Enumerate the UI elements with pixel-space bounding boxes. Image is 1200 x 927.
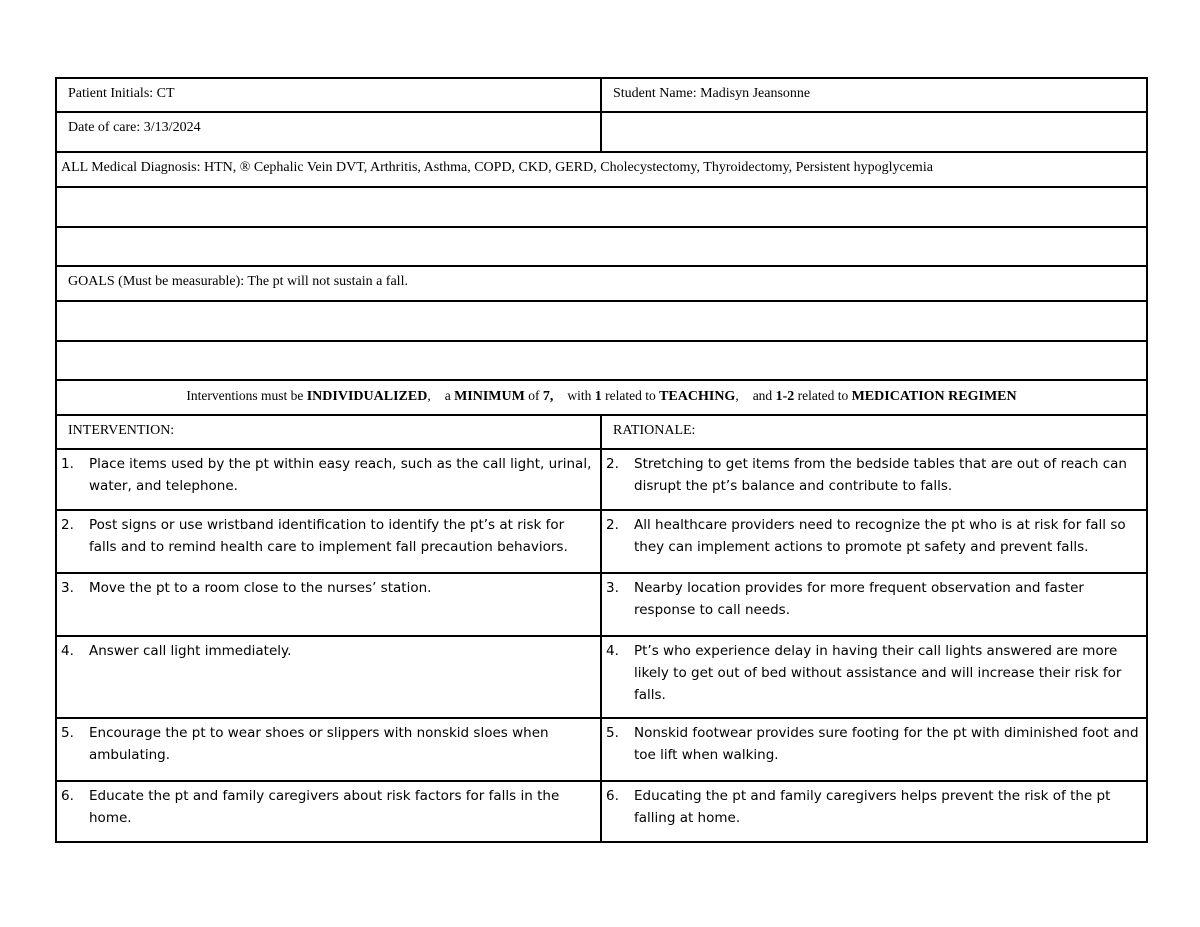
intervention-text: Place items used by the pt within easy reach, such as the call light, urinal, water, and telephone. <box>89 456 592 494</box>
instructions-bold: 7, <box>542 389 554 404</box>
instructions-bold: 1 <box>594 389 602 404</box>
goals-cell <box>56 266 1147 301</box>
instructions-text: , <box>735 388 739 403</box>
intervention-cell <box>56 718 601 781</box>
instructions-bold: 1-2 <box>775 389 795 404</box>
rationale-text: Nearby location provides for more frequent observation and faster response to call needs. <box>634 580 1084 618</box>
table-row <box>56 636 1147 718</box>
intervention-cell <box>56 636 601 718</box>
item-number: 1. <box>61 456 74 472</box>
empty-cell <box>601 112 1147 152</box>
rationale-cell <box>601 636 1147 718</box>
rationale-text: Nonskid footwear provides sure footing for the pt with diminished foot and toe lift when walking. <box>634 725 1139 763</box>
rationale-cell <box>601 510 1147 573</box>
blank-row <box>56 301 1147 341</box>
intervention-text: Post signs or use wristband identification to identify the pt’s at risk for falls and to remind health care to implement fall precaution behaviors. <box>89 517 568 555</box>
rationale-cell <box>601 718 1147 781</box>
item-number: 5. <box>606 725 619 741</box>
patient-initials: Patient Initials: CT <box>68 86 175 101</box>
intervention-cell <box>56 449 601 510</box>
instructions-bold: TEACHING <box>659 389 736 404</box>
instructions-text: a <box>444 388 455 403</box>
student-name-cell <box>601 78 1147 112</box>
item-number: 2. <box>606 456 619 472</box>
intervention-heading: INTERVENTION: <box>68 423 175 438</box>
medical-diagnosis: ALL Medical Diagnosis: HTN, ® Cephalic Vein DVT, Arthritis, Asthma, COPD, CKD, GERD, Cholecystectomy, Thyroidectomy, Persistent hypoglycemia <box>61 160 933 175</box>
item-number: 4. <box>61 643 74 659</box>
instructions-text: and <box>752 388 776 403</box>
rationale-cell <box>601 781 1147 842</box>
instructions-text: related to <box>601 388 660 403</box>
table-row <box>56 718 1147 781</box>
instructions-bold: MINIMUM <box>454 389 525 404</box>
blank-row <box>56 187 1147 227</box>
rationale-cell <box>601 573 1147 636</box>
item-number: 4. <box>606 643 619 659</box>
item-number: 6. <box>606 788 619 804</box>
table-row <box>56 781 1147 842</box>
blank-row <box>56 341 1147 380</box>
table-row <box>56 510 1147 573</box>
item-number: 3. <box>61 580 74 596</box>
care-plan-table <box>55 77 1148 843</box>
goals: GOALS (Must be measurable): The pt will not sustain a fall. <box>68 274 408 289</box>
intervention-cell <box>56 573 601 636</box>
blank-row <box>56 227 1147 266</box>
intervention-text: Move the pt to a room close to the nurses’ station. <box>89 580 432 596</box>
intervention-cell <box>56 781 601 842</box>
instructions-text: Interventions must be <box>186 388 307 403</box>
instructions-text: related to <box>794 388 852 403</box>
patient-initials-cell <box>56 78 601 112</box>
rationale-heading: RATIONALE: <box>613 423 696 438</box>
item-number: 3. <box>606 580 619 596</box>
intervention-text: Educate the pt and family caregivers about risk factors for falls in the home. <box>89 788 560 826</box>
intervention-text: Answer call light immediately. <box>89 643 292 659</box>
table-row <box>56 449 1147 510</box>
item-number: 5. <box>61 725 74 741</box>
item-number: 6. <box>61 788 74 804</box>
instructions-text: with <box>567 388 595 403</box>
date-of-care-cell <box>56 112 601 152</box>
instructions-cell <box>56 380 1147 415</box>
intervention-cell <box>56 510 601 573</box>
diagnosis-cell <box>56 152 1147 187</box>
table-row <box>56 573 1147 636</box>
rationale-header <box>601 415 1147 449</box>
rationale-text: Educating the pt and family caregivers helps prevent the risk of the pt falling at home. <box>634 788 1111 826</box>
student-name: Student Name: Madisyn Jeansonne <box>613 86 811 101</box>
instructions-bold: MEDICATION REGIMEN <box>851 389 1017 404</box>
rationale-text: All healthcare providers need to recognize the pt who is at risk for fall so they can implement actions to promote pt safety and prevent falls. <box>634 517 1126 555</box>
item-number: 2. <box>61 517 74 533</box>
intervention-header <box>56 415 601 449</box>
instructions-text: of <box>524 388 543 403</box>
intervention-text: Encourage the pt to wear shoes or slippers with nonskid sloes when ambulating. <box>89 725 549 763</box>
instructions-text: , <box>427 388 431 403</box>
rationale-text: Stretching to get items from the bedside tables that are out of reach can disrupt the pt’s balance and contribute to falls. <box>634 456 1127 494</box>
rationale-cell <box>601 449 1147 510</box>
rationale-text: Pt’s who experience delay in having their call lights answered are more likely to get out of bed without assistance and will increase their risk for falls. <box>634 643 1122 703</box>
item-number: 2. <box>606 517 619 533</box>
date-of-care: Date of care: 3/13/2024 <box>68 120 201 135</box>
instructions-bold: INDIVIDUALIZED <box>306 389 428 404</box>
